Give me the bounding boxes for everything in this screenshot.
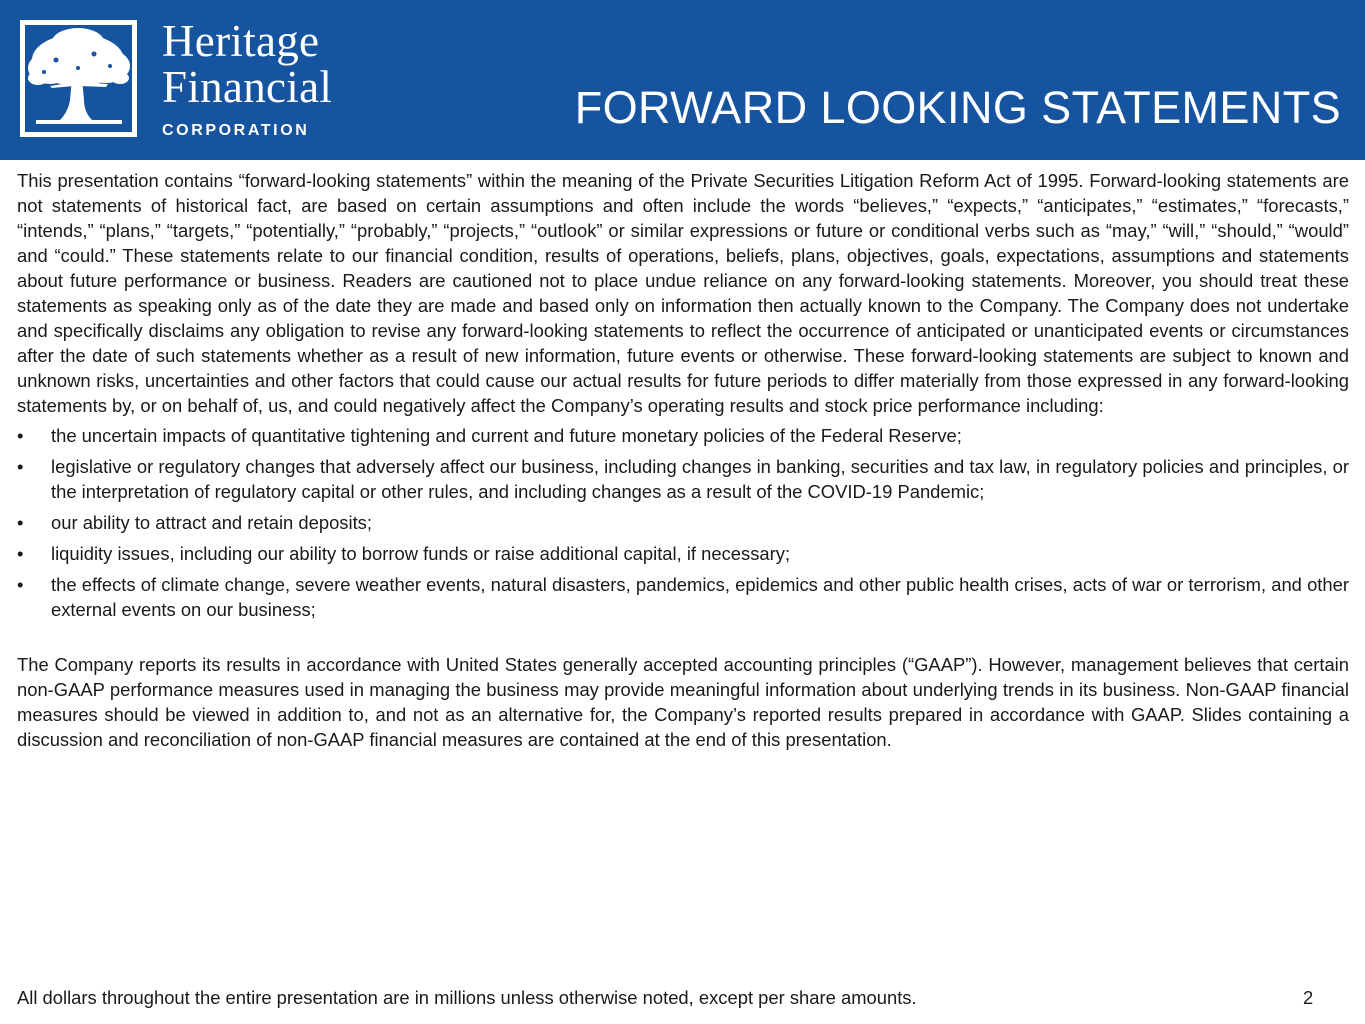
- gaap-paragraph: The Company reports its results in accordance with United States generally accepted accounting principles (“GAAP”). However, management believes that certain non-GAAP performance measures used in managing the business may provide meaningful information about underlying trends in its business. Non-GAAP financial measures should be viewed in addition to, and not as an alternative for, the Company’s reported results prepared in accordance with GAAP. Slides containing a discussion and reconciliation of non-GAAP financial measures are contained at the end of this presentation.: [17, 654, 1349, 750]
- list-item: [17, 423, 1349, 448]
- logo: [20, 20, 137, 137]
- bullet-icon: •: [17, 425, 24, 446]
- main-content: [17, 168, 1349, 752]
- list-item-text: the uncertain impacts of quantitative tightening and current and future monetary policies of the Federal Reserve;: [51, 425, 962, 446]
- bullet-icon: •: [17, 574, 24, 595]
- intro-paragraph: This presentation contains “forward-looking statements” within the meaning of the Private Securities Litigation Reform Act of 1995. Forward-looking statements are not statements of historical fact, are based on certain assumptions and often include the words “believes,” “expects,” “anticipates,” “estimates,” “forecasts,” “intends,” “plans,” “targets,” “potentially,” “probably,” “projects,” “outlook” or similar expressions or future or conditional verbs such as “may,” “will,” “should,” “would” and “could.” These statements relate to our financial condition, results of operations, beliefs, plans, objectives, goals, expectations, assumptions and statements about future performance or business. Readers are cautioned not to place undue reliance on any forward-looking statements. Moreover, you should treat these statements as speaking only as of the date they are made and based only on information then actually known to the Company. The Company does not undertake and specifically disclaims any obligation to revise any forward-looking statements to reflect the occurrence of anticipated or unanticipated events or circumstances after the date of such statements whether as a result of new information, future events or otherwise. These forward-looking statements are subject to known and unknown risks, uncertainties and other factors that could cause our actual results for future periods to differ materially from those expressed in any forward-looking statements by, or on behalf of, us, and could negatively affect the Company’s operating results and stock price performance including:: [17, 170, 1349, 416]
- risk-factor-list: [17, 423, 1349, 622]
- brand-line-heritage: Heritage: [162, 16, 320, 66]
- list-item-text: our ability to attract and retain deposits;: [51, 512, 372, 533]
- list-item: [17, 541, 1349, 566]
- list-item: [17, 454, 1349, 504]
- tree-icon: [20, 20, 137, 137]
- footer-note: All dollars throughout the entire presentation are in millions unless otherwise noted, except per share amounts.: [17, 987, 917, 1008]
- brand-line-financial: Financial: [162, 62, 333, 112]
- brand-name: [162, 18, 332, 140]
- page-number: 2: [1303, 987, 1314, 1008]
- brand-line-corporation: CORPORATION: [162, 122, 310, 139]
- bullet-icon: •: [17, 456, 24, 477]
- page-title: FORWARD LOOKING STATEMENTS: [574, 82, 1341, 133]
- list-item-text: the effects of climate change, severe weather events, natural disasters, pandemics, epidemics and other public health crises, acts of war or terrorism, and other external events on our business;: [51, 574, 1349, 620]
- list-item: [17, 572, 1349, 622]
- bullet-icon: •: [17, 543, 24, 564]
- list-item-text: legislative or regulatory changes that adversely affect our business, including changes in banking, securities and tax law, in regulatory policies and principles, or the interpretation of regulatory capital or other rules, and including changes as a result of the COVID-19 Pandemic;: [51, 456, 1349, 502]
- bullet-icon: •: [17, 512, 24, 533]
- list-item-text: liquidity issues, including our ability to borrow funds or raise additional capital, if necessary;: [51, 543, 791, 564]
- list-item: [17, 510, 1349, 535]
- header-banner: [0, 0, 1365, 160]
